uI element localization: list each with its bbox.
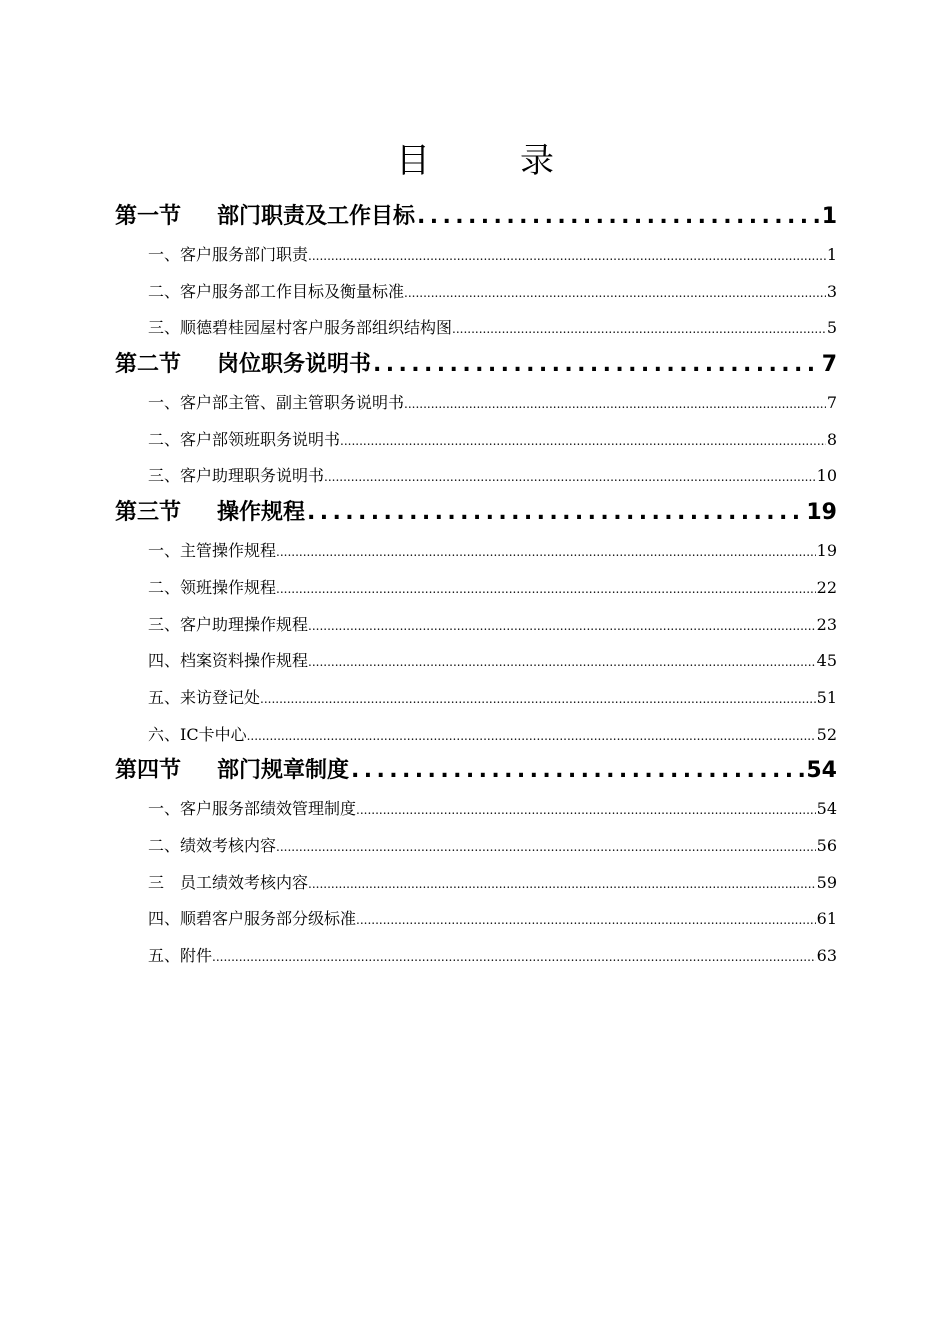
item-page-number: 8 [826, 429, 837, 449]
dot-leader [247, 729, 816, 743]
toc-item[interactable] [115, 530, 837, 567]
item-page-number: 59 [816, 872, 837, 892]
item-title: 五、附件 [148, 946, 213, 965]
item-page-number: 52 [816, 724, 837, 744]
dot-leader [212, 950, 816, 964]
toc-item[interactable] [115, 640, 837, 677]
toc-item[interactable] [115, 604, 837, 641]
toc-item[interactable] [115, 307, 837, 344]
item-page-number: 1 [826, 245, 837, 264]
section-page-number: 54 [806, 758, 837, 784]
item-title: 三、顺德碧桂园屋村客户服务部组织结构图 [148, 318, 453, 338]
item-title: 二、客户部领班职务说明书 [148, 429, 341, 449]
item-title: 三、客户助理职务说明书 [148, 466, 325, 486]
item-title: 四、顺碧客户服务部分级标准 [148, 909, 357, 929]
item-page-number: 45 [816, 651, 837, 671]
item-title: 三 员工绩效考核内容 [148, 872, 309, 892]
section-title: 部门职责及工作目标 [217, 204, 416, 229]
item-page-number: 61 [816, 909, 837, 929]
item-title: 二、绩效考核内容 [148, 835, 277, 855]
item-page-number: 5 [826, 318, 837, 338]
item-title: 三、客户助理操作规程 [148, 614, 309, 634]
dot-leader [452, 322, 826, 336]
item-title: 六、IC卡中心 [148, 724, 247, 744]
toc-item[interactable] [115, 677, 837, 714]
dot-leader [276, 840, 816, 854]
toc-section-3[interactable] [115, 492, 837, 530]
item-page-number: 22 [816, 577, 837, 597]
section-page-number: 1 [821, 204, 837, 229]
toc-section-1[interactable] [115, 196, 837, 234]
section-number: 第一节 [115, 204, 182, 229]
item-title: 一、客户服务部绩效管理制度 [148, 799, 357, 819]
dot-leader [308, 655, 816, 669]
dot-leader [404, 397, 826, 411]
toc-title: 目 录 [396, 141, 582, 181]
toc-item[interactable] [115, 788, 837, 825]
item-page-number: 7 [826, 393, 837, 413]
dot-leader [308, 619, 816, 633]
dot-leader [356, 913, 816, 927]
toc-item[interactable] [115, 271, 837, 308]
section-page-number: 7 [821, 352, 837, 378]
section-number: 第四节 [115, 758, 182, 784]
toc-item[interactable] [115, 862, 837, 899]
toc-item[interactable] [115, 455, 837, 492]
item-page-number: 51 [816, 687, 837, 707]
dot-leader [276, 545, 816, 559]
item-page-number: 23 [816, 614, 837, 634]
item-page-number: 54 [816, 799, 837, 819]
toc-item[interactable] [115, 382, 837, 419]
section-title: 部门规章制度 [217, 758, 350, 784]
dot-leader [404, 286, 826, 300]
toc-item[interactable] [115, 567, 837, 604]
section-number: 第二节 [115, 352, 182, 378]
section-page-number: 19 [806, 500, 837, 526]
dot-leader [308, 877, 816, 891]
section-title: 操作规程 [217, 500, 306, 526]
dot-leader [417, 204, 821, 229]
item-page-number: 56 [816, 835, 837, 855]
dot-leader [260, 692, 816, 706]
section-number: 第三节 [115, 500, 182, 526]
item-title: 一、客户服务部门职责 [148, 245, 309, 264]
toc-section-4[interactable] [115, 750, 837, 788]
dot-leader [373, 352, 821, 377]
item-title: 五、来访登记处 [148, 687, 261, 707]
item-title: 四、档案资料操作规程 [148, 651, 309, 671]
toc-item[interactable] [115, 825, 837, 862]
section-title: 岗位职务说明书 [217, 352, 372, 378]
toc-item[interactable] [115, 898, 837, 935]
toc-item[interactable] [115, 935, 837, 972]
dot-leader [351, 758, 805, 783]
toc-item[interactable] [115, 714, 837, 751]
item-page-number: 10 [816, 466, 837, 486]
dot-leader [356, 803, 816, 817]
table-of-contents [115, 196, 837, 972]
item-page-number: 3 [826, 281, 837, 301]
toc-item[interactable] [115, 419, 837, 456]
dot-leader [307, 500, 805, 525]
dot-leader [324, 470, 816, 484]
item-title: 二、领班操作规程 [148, 577, 277, 597]
item-title: 一、客户部主管、副主管职务说明书 [148, 393, 405, 413]
dot-leader [308, 249, 826, 263]
dot-leader [276, 582, 816, 596]
dot-leader [340, 434, 826, 448]
item-page-number: 63 [816, 946, 837, 965]
toc-section-2[interactable] [115, 344, 837, 382]
item-title: 二、客户服务部工作目标及衡量标准 [148, 281, 405, 301]
toc-item[interactable] [115, 234, 837, 271]
item-title: 一、主管操作规程 [148, 541, 277, 561]
item-page-number: 19 [816, 541, 837, 561]
